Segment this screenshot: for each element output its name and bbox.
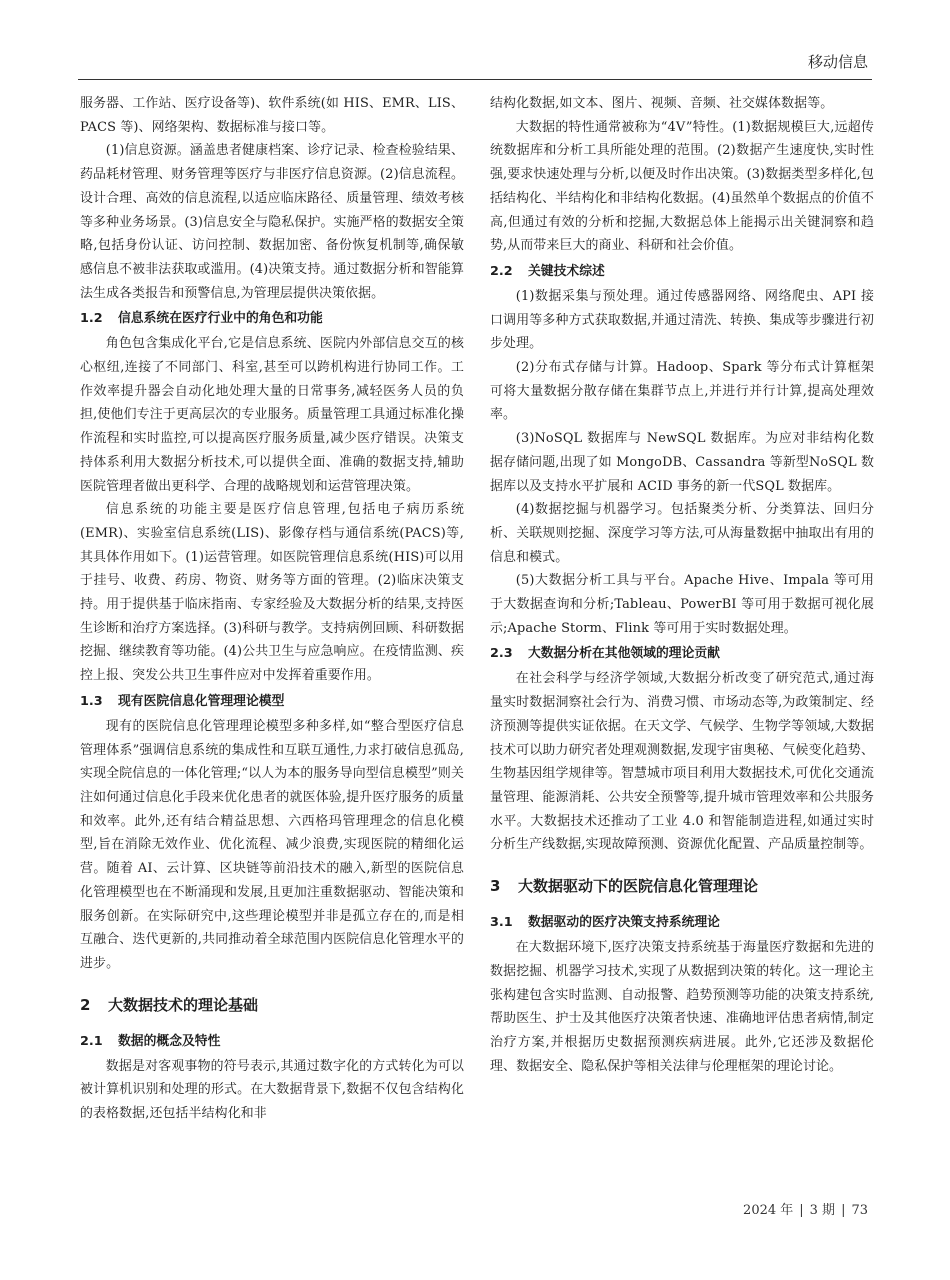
paragraph: 现有的医院信息化管理理论模型多种多样,如“整合型医疗信息管理体系”强调信息系统的集成性和互联互通性,力求打破信息孤岛,实现全院信息的一体化管理;“以人为本的服务导向型信息模型”则关注如何通过信息化手段来优化患者的就医体验,提升医疗服务的质量和效率。此外,还有结合精益思想、六西格玛管理理念的信息化模型,旨在消除无效作业、优化流程、减少浪费,实现医院的精细化运营。随着 AI、云计算、区块链等前沿技术的融入,新型的医院信息化管理模型也在不断涌现和发展,且更加注重数据驱动、智能决策和服务创新。在实际研究中,这些理论模型并非是孤立存在的,而是相互融合、迭代更新的,共同推动着全球范围内医院信息化管理水平的进步。 [80, 718, 464, 971]
left-column [80, 92, 464, 1126]
paragraph: 在大数据环境下,医疗决策支持系统基于海量医疗数据和先进的数据挖掘、机器学习技术,实现了从数据到决策的转化。这一理论主张构建包含实时监测、自动报警、趋势预测等功能的决策支持系统,帮助医生、护士及其他医疗决策者快速、准确地评估患者病情,制定治疗方案,并根据历史数据预测疾病进展。此外,它还涉及数据伦理、数据安全、隐私保护等相关法律与伦理框架的理论讨论。 [490, 940, 874, 1074]
section-heading-3: 3 大数据驱动下的医院信息化管理理论 [490, 877, 759, 896]
paragraph: (1)数据采集与预处理。通过传感器网络、网络爬虫、API 接口调用等多种方式获取数据,并通过清洗、转换、集成等步骤进行初步处理。 [490, 288, 874, 352]
paragraph: (5)大数据分析工具与平台。Apache Hive、Impala 等可用于大数据查询和分析;Tableau、PowerBI 等可用于数据可视化展示;Apache Storm、Flink 等可用于实时数据处理。 [490, 573, 874, 636]
paragraph: 服务器、工作站、医疗设备等)、软件系统(如 HIS、EMR、LIS、PACS 等)、网络架构、数据标准与接口等。 [80, 96, 464, 135]
header-rule [78, 79, 872, 80]
section-heading-2-2: 2.2 关键技术综述 [490, 263, 605, 279]
section-heading-2-3: 2.3 大数据分析在其他领域的理论贡献 [490, 646, 720, 662]
paragraph: 大数据的特性通常被称为“4V”特性。(1)数据规模巨大,远超传统数据库和分析工具所能处理的范围。(2)数据产生速度快,实时性强,要求快速处理与分析,以便及时作出决策。(3)数据类型多样化,包括结构化、半结构化和非结构化数据。(4)虽然单个数据点的价值不高,但通过有效的分析和挖掘,大数据总体上能揭示出关键洞察和趋势,从而带来巨大的商业、科研和社会价值。 [490, 119, 874, 254]
paragraph: 在社会科学与经济学领域,大数据分析改变了研究范式,通过海量实时数据洞察社会行为、消费习惯、市场动态等,为政策制定、经济预测等提供实证依据。在天文学、气候学、生物学等领域,大数据技术可以助力研究者处理观测数据,发现宇宙奥秘、气候变化趋势、生物基因组学规律等。智慧城市项目利用大数据技术,可优化交通流量管理、能源消耗、公共安全预警等,提升城市管理效率和公共服务水平。大数据技术还推动了工业 4.0 和智能制造进程,如通过实时分析生产线数据,实现故障预测、资源优化配置、产品质量控制等。 [490, 671, 874, 853]
footer-year: 2024 年 [743, 1203, 794, 1218]
page-footer: 2024 年 | 3 期 | 73 [743, 1203, 868, 1218]
paragraph: 数据是对客观事物的符号表示,其通过数字化的方式转化为可以被计算机识别和处理的形式。在大数据背景下,数据不仅包含结构化的表格数据,还包括半结构化和非 [80, 1058, 464, 1122]
paragraph: 信息系统的功能主要是医疗信息管理,包括电子病历系统(EMR)、实验室信息系统(LIS)、影像存档与通信系统(PACS)等,其具体作用如下。(1)运营管理。如医院管理信息系统(HIS)可以用于挂号、收费、药房、物资、财务等方面的管理。(2)临床决策支持。用于提供基于临床指南、专家经验及大数据分析的结果,支持医生诊断和治疗方案选择。(3)科研与教学。支持病例回顾、科研数据挖掘、继续教育等功能。(4)公共卫生与应急响应。在疫情监测、疾控上报、突发公共卫生事件应对中发挥着重要作用。 [80, 502, 464, 684]
footer-issue: 3 期 [809, 1203, 836, 1218]
paragraph: (1)信息资源。涵盖患者健康档案、诊疗记录、检查检验结果、药品耗材管理、财务管理等医疗与非医疗信息资源。(2)信息流程。设计合理、高效的信息流程,以适应临床路径、质量管理、绩效考核等多种业务场景。(3)信息安全与隐私保护。实施严格的数据安全策略,包括身份认证、访问控制、数据加密、备份恢复机制等,确保敏感信息不被非法获取或滥用。(4)决策支持。通过数据分析和智能算法生成各类报告和预警信息,为管理层提供决策依据。 [80, 143, 464, 301]
journal-name: 移动信息 [807, 53, 868, 71]
paragraph: (3)NoSQL 数据库与 NewSQL 数据库。为应对非结构化数据存储问题,出现了如 MongoDB、Cassandra 等新型NoSQL 数据库以及支持水平扩展和 ACID 事务的新一代SQL 数据库。 [490, 431, 874, 494]
paragraph: (2)分布式存储与计算。Hadoop、Spark 等分布式计算框架可将大量数据分散存储在集群节点上,并进行并行计算,提高处理效率。 [490, 360, 874, 423]
paragraph: (4)数据挖掘与机器学习。包括聚类分析、分类算法、回归分析、关联规则挖掘、深度学习等方法,可从海量数据中抽取出有用的信息和模式。 [490, 502, 874, 565]
paragraph: 角色包含集成化平台,它是信息系统、医院内外部信息交互的核心枢纽,连接了不同部门、科室,甚至可以跨机构进行协同工作。工作效率提升器会自动化地处理大量的日常事务,减轻医务人员的负担,使他们专注于更高层次的专业服务。质量管理工具通过标准化操作流程和实时监控,可以提高医疗服务质量,减少医疗错误。决策支持体系利用大数据分析技术,可以提供全面、准确的数据支持,辅助医院管理者做出更科学、合理的战略规划和运营管理决策。 [80, 336, 464, 494]
section-heading-1-3: 1.3 现有医院信息化管理理论模型 [80, 693, 285, 709]
page-number: 73 [851, 1203, 868, 1218]
section-heading-1-2: 1.2 信息系统在医疗行业中的角色和功能 [80, 311, 323, 327]
right-column [490, 92, 874, 1078]
section-heading-3-1: 3.1 数据驱动的医疗决策支持系统理论 [490, 915, 720, 931]
section-heading-2-1: 2.1 数据的概念及特性 [80, 1033, 221, 1049]
section-heading-2: 2 大数据技术的理论基础 [80, 995, 259, 1014]
paragraph: 结构化数据,如文本、图片、视频、音频、社交媒体数据等。 [490, 96, 834, 111]
